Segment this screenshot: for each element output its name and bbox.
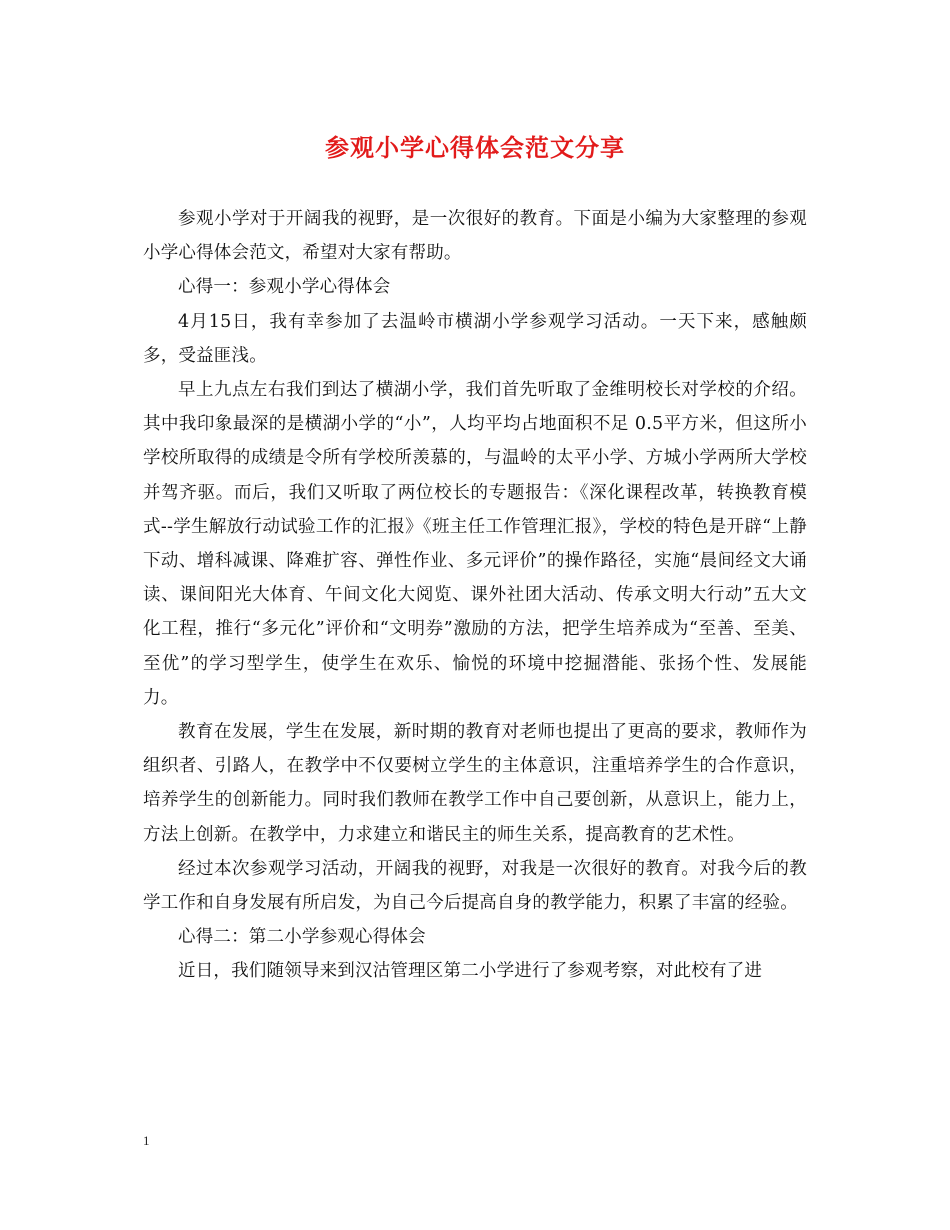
- paragraph-intro: 参观小学对于开阔我的视野，是一次很好的教育。下面是小编为大家整理的参观小学心得体会范文，希望对大家有帮助。: [143, 209, 807, 264]
- section-heading-2: 心得二：第二小学参观心得体会: [178, 927, 426, 948]
- section-heading-1: 心得一：参观小学心得体会: [178, 277, 391, 298]
- paragraph: 4月15日，我有幸参加了去温岭市横湖小学参观学习活动。一天下来，感触颇多，受益匪浅。: [143, 311, 807, 366]
- document-body: [143, 202, 807, 989]
- paragraph: 近日，我们随领导来到汉沽管理区第二小学进行了参观考察，对此校有了进: [178, 961, 763, 982]
- paragraph: 早上九点左右我们到达了横湖小学，我们首先听取了金维明校长对学校的介绍。其中我印象最深的是横湖小学的“小”，人均平均占地面积不足 0.5平方米，但这所小学校所取得的成绩是令所有学校所羡慕的，与温岭的太平小学、方城小学两所大学校并驾齐驱。而后，我们又听取了两位校长的专题报告：《深化课程改革，转换教育模式--学生解放行动试验工作的汇报》《班主任工作管理汇报》，学校的特色是开辟“上静下动、增科减课、降难扩容、弹性作业、多元评价”的操作路径，实施“晨间经文大诵读、课间阳光大体育、午间文化大阅览、课外社团大活动、传承文明大行动”五大文化工程，推行“多元化”评价和“文明券”激励的方法，把学生培养成为“至善、至美、至优”的学习型学生，使学生在欢乐、愉悦的环境中挖掘潜能、张扬个性、发展能力。: [143, 380, 807, 708]
- paragraph: 经过本次参观学习活动，开阔我的视野，对我是一次很好的教育。对我今后的教学工作和自身发展有所启发，为自己今后提高自身的教学能力，积累了丰富的经验。: [143, 858, 807, 914]
- document-title: 参观小学心得体会范文分享: [325, 133, 625, 162]
- paragraph: 教育在发展，学生在发展，新时期的教育对老师也提出了更高的要求，教师作为组织者、引路人，在教学中不仅要树立学生的主体意识，注重培养学生的合作意识，培养学生的创新能力。同时我们教师在教学工作中自己要创新，从意识上，能力上，方法上创新。在教学中，力求建立和谐民主的师生关系，提高教育的艺术性。: [143, 722, 807, 845]
- page-number: 1: [143, 1133, 150, 1148]
